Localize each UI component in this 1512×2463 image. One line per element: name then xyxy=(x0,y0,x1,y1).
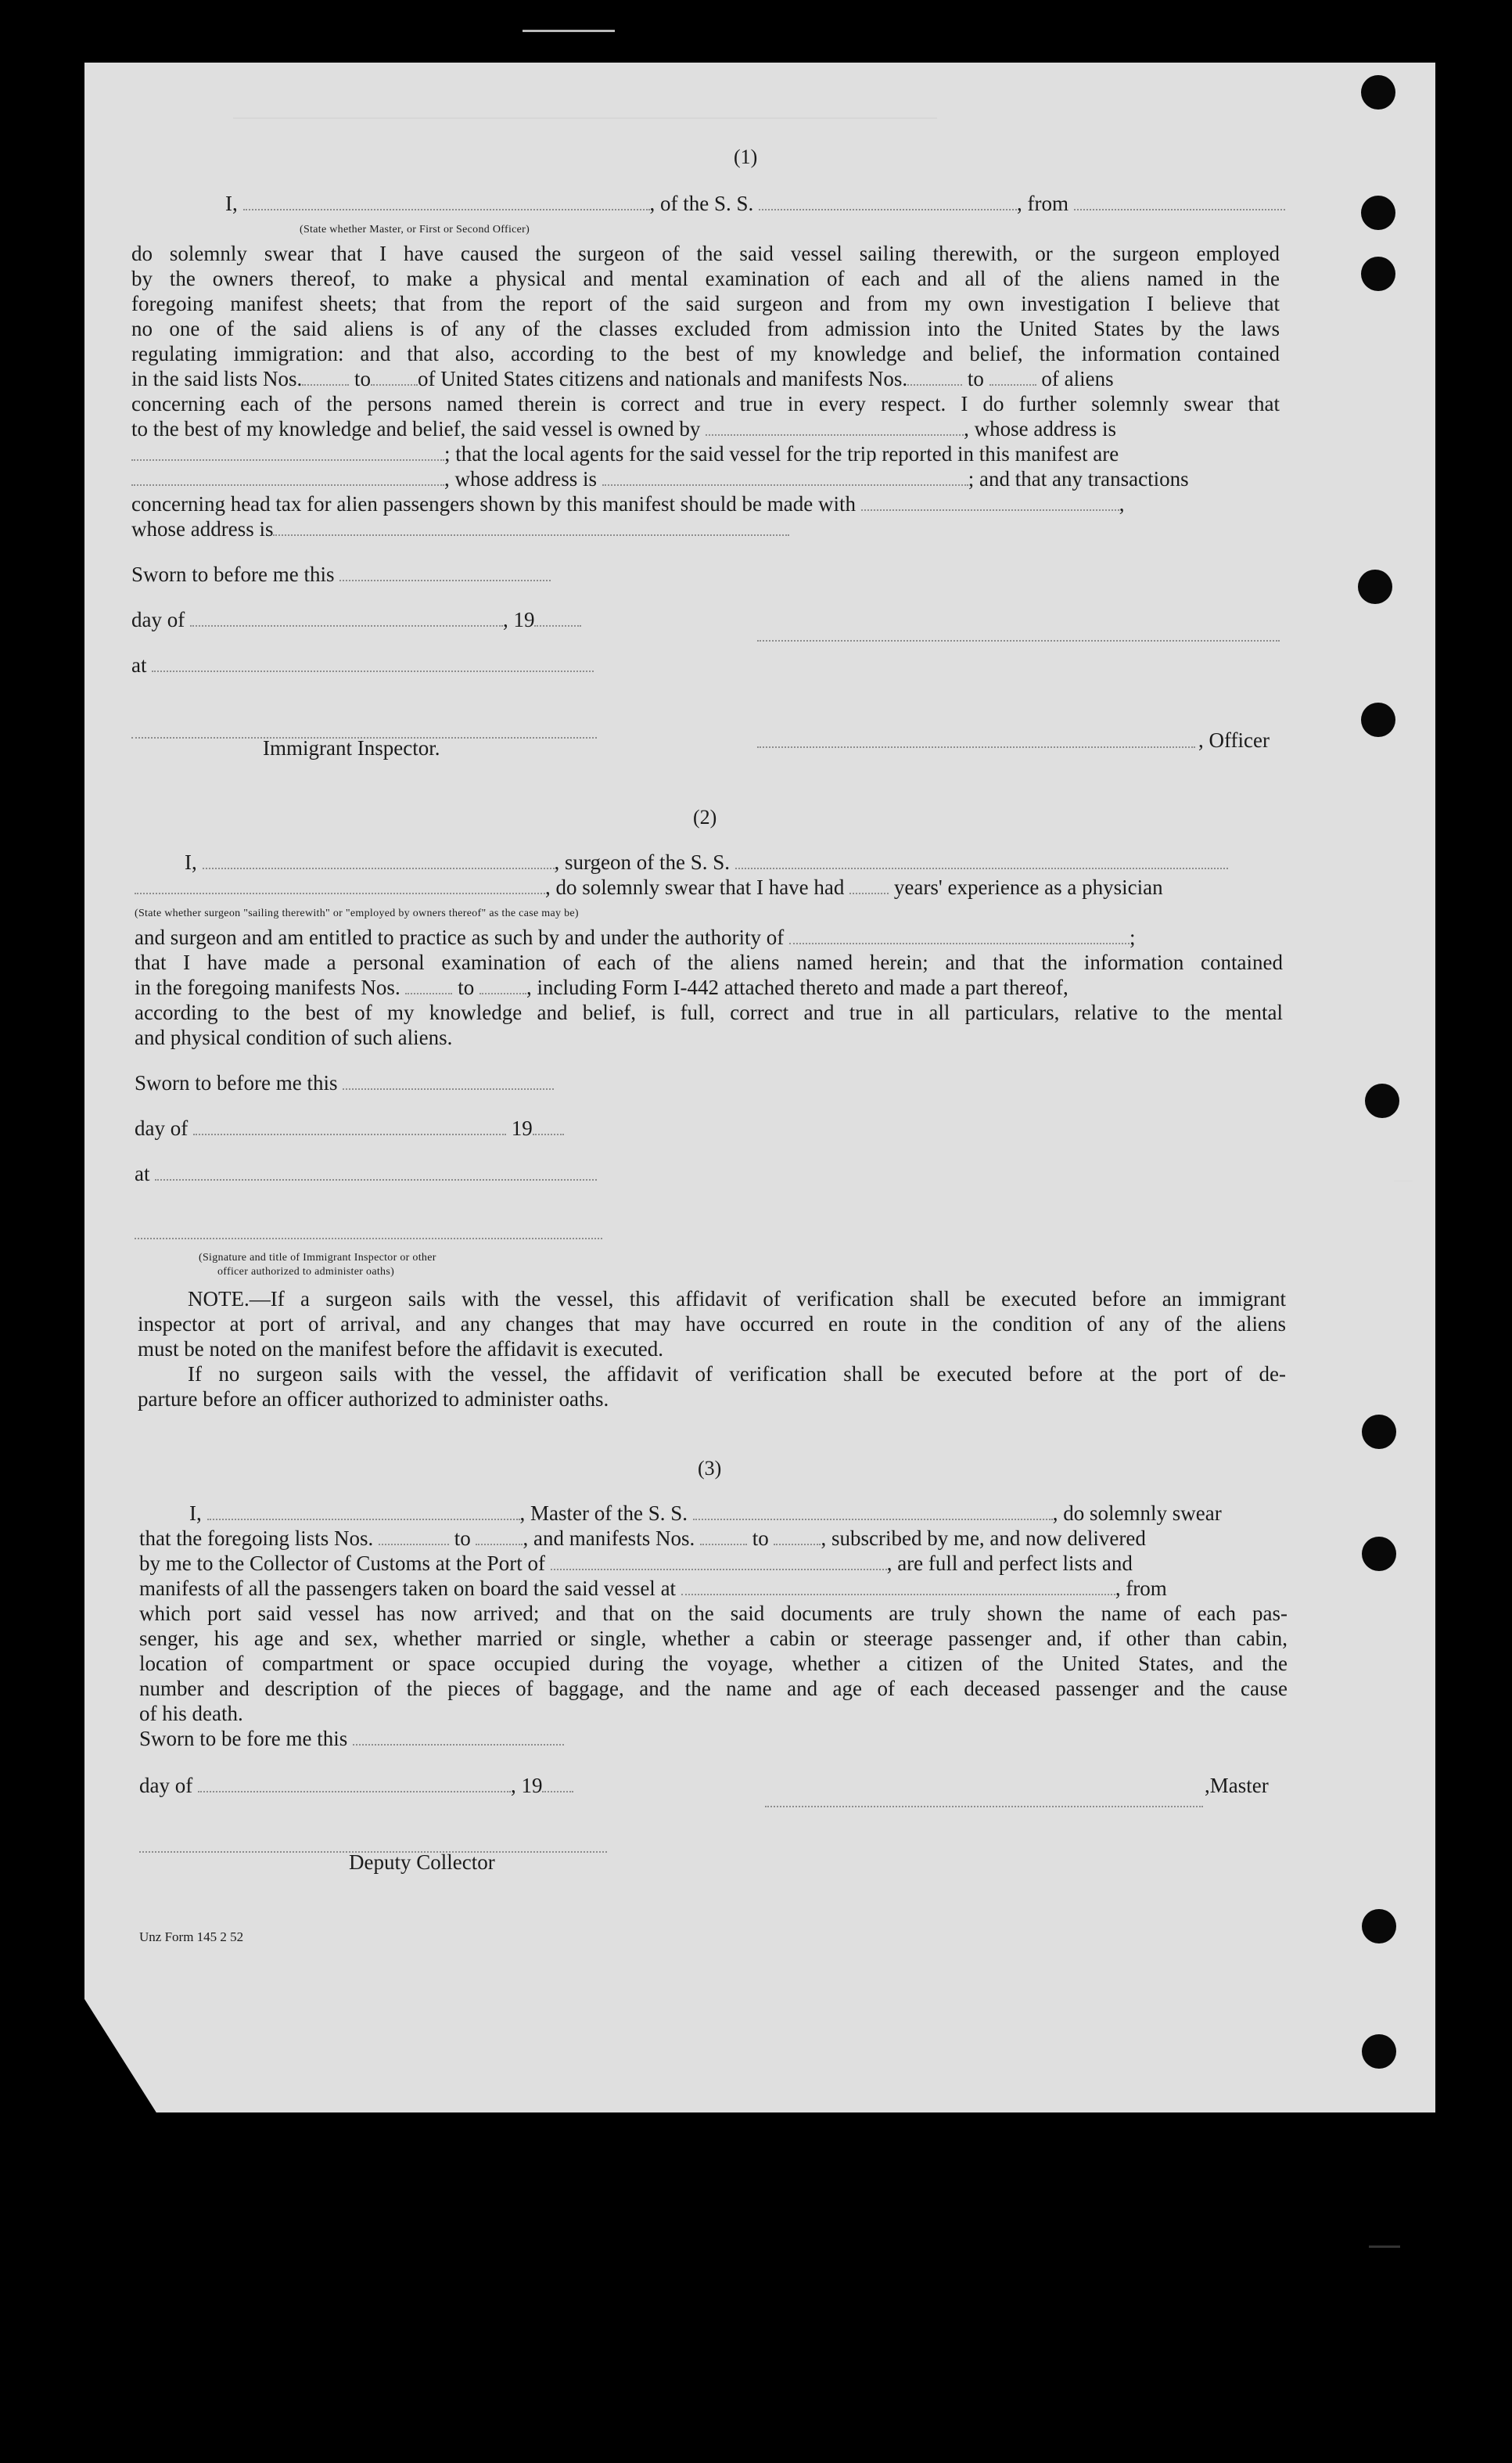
form-number: Unz Form 145 2 52 xyxy=(139,1929,244,1944)
vessel-name-field[interactable] xyxy=(759,192,1017,210)
para-3-line-4: number and description of the pieces of baggage, and the name and age of each deceased passenger and the cause xyxy=(139,1677,1288,1700)
punch-hole-icon xyxy=(1361,75,1395,110)
manifest-from-field[interactable] xyxy=(907,367,962,386)
section-heading-1: (1) xyxy=(734,146,758,168)
punch-hole-icon xyxy=(1361,196,1395,230)
foregoing-lists-line: that the foregoing lists Nos. to , and manifests Nos. to , subscribed by me, and now delivered xyxy=(139,1526,1146,1550)
para-1-line-5: regulating immigration: and that also, according to the best of my knowledge and belief, the information contained xyxy=(131,342,1280,365)
para-2-last-line: and physical condition of such aliens. xyxy=(135,1026,453,1049)
day-of-field-3[interactable] xyxy=(198,1774,511,1792)
para-1-line-4: no one of the said aliens is of any of the classes excluded from admission into the United States by the laws xyxy=(131,317,1280,340)
owned-by-line: to the best of my knowledge and belief, the said vessel is owned by , whose address is xyxy=(131,417,1117,440)
list-to-field[interactable] xyxy=(371,367,418,386)
boarded-at-field[interactable] xyxy=(681,1577,1115,1595)
para-3-line-1: which port said vessel has now arrived; and that on the said documents are truly shown the name of each pas- xyxy=(139,1602,1288,1625)
authority-line: and surgeon and am entitled to practice as such by and under the authority of ; xyxy=(135,926,1136,949)
master-name-field[interactable] xyxy=(207,1501,520,1520)
sworn-date-field-1[interactable] xyxy=(339,563,551,581)
edge-tick-mark xyxy=(1394,1180,1413,1182)
lists-nos-line: in the said lists Nos. to of United States citizens and nationals and manifests Nos. to of aliens xyxy=(131,367,1114,390)
agents-address-line: , whose address is ; and that any transactions xyxy=(131,466,1189,491)
head-tax-address-line: whose address is xyxy=(131,516,789,541)
master-signature-field[interactable] xyxy=(757,623,1280,642)
bleed-through-text xyxy=(233,94,1015,156)
delivery-manifest-from-field[interactable] xyxy=(700,1526,747,1545)
surgeon-inspector-signature-field[interactable] xyxy=(135,1221,602,1239)
agents-name-field[interactable] xyxy=(131,467,444,486)
head-tax-address-field[interactable] xyxy=(273,517,789,536)
officer-signature-field[interactable] xyxy=(757,729,1195,748)
at-line-1: at xyxy=(131,653,594,678)
local-agents-line: ; that the local agents for the said vessel for the trip reported in this manifest are xyxy=(131,441,1119,466)
at-line-2: at xyxy=(135,1161,597,1186)
at-place-field-2[interactable] xyxy=(155,1162,597,1181)
section-heading-3: (3) xyxy=(698,1457,722,1480)
para-1-line-2: by the owners thereof, to make a physical and mental examination of each and all of the aliens named in the xyxy=(131,267,1280,290)
owner-name-field[interactable] xyxy=(706,417,964,436)
signature-note-line-1: (Signature and title of Immigrant Inspector or other xyxy=(199,1252,436,1264)
manifest-to-field[interactable] xyxy=(989,367,1036,386)
punch-hole-icon xyxy=(1365,1084,1399,1118)
officer-label: , Officer xyxy=(1198,728,1270,752)
sworn-line-1: Sworn to before me this xyxy=(131,562,551,587)
experience-line: , do solemnly swear that I have had years' experience as a physician xyxy=(135,875,1163,900)
officer-name-field[interactable] xyxy=(243,192,650,210)
note-line-5: parture before an officer authorized to administer oaths. xyxy=(138,1387,609,1411)
sworn-date-field-3[interactable] xyxy=(353,1727,564,1746)
delivery-manifest-to-field[interactable] xyxy=(774,1526,821,1545)
note-line-1: NOTE.—If a surgeon sails with the vessel, this affidavit of verification shall be executed before an immigrant xyxy=(188,1287,1286,1311)
sworn-line-2: Sworn to before me this xyxy=(135,1070,554,1095)
officer-rank-note: (State whether Master, or First or Second Officer) xyxy=(300,224,530,236)
agents-address-field[interactable] xyxy=(602,467,968,486)
para-2-line-1: that I have made a personal examination of each of the aliens named herein; and that the information contained xyxy=(135,951,1283,974)
para-1-line-7: concerning each of the persons named therein is correct and true in every respect. I do further solemnly swear that xyxy=(131,392,1280,415)
para-3-line-2: senger, his age and sex, whether married or single, whether a cabin or steerage passenger and, if other than cabin, xyxy=(139,1627,1288,1650)
years-experience-field[interactable] xyxy=(849,876,889,894)
signature-note-line-2: officer authorized to administer oaths) xyxy=(217,1266,395,1278)
day-of-field-2[interactable] xyxy=(193,1116,506,1135)
day-of-field-1[interactable] xyxy=(190,608,503,627)
boarded-at-line: manifests of all the passengers taken on board the said vessel at , from xyxy=(139,1577,1167,1600)
head-tax-party-field[interactable] xyxy=(861,492,1119,511)
punch-hole-icon xyxy=(1361,257,1395,291)
surgeon-status-field[interactable] xyxy=(135,876,545,894)
surgeon-vessel-field[interactable] xyxy=(735,850,1228,869)
from-port-field[interactable] xyxy=(1074,192,1285,210)
para-1-line-1: do solemnly swear that I have caused the surgeon of the said vessel sailing therewith, or the surgeon employed xyxy=(131,242,1280,265)
day-of-line-1: day of , 19 xyxy=(131,607,581,632)
delivery-list-to-field[interactable] xyxy=(476,1526,523,1545)
surgeon-status-note: (State whether surgeon "sailing therewith" or "employed by owners thereof" as the case may be) xyxy=(135,908,579,919)
year-field-1[interactable] xyxy=(534,608,581,627)
year-field-3[interactable] xyxy=(542,1774,573,1792)
collector-port-line: by me to the Collector of Customs at the Port of , are full and perfect lists and xyxy=(139,1552,1133,1575)
note-line-2: inspector at port of arrival, and any changes that may have occurred en route in the condition of any of the aliens xyxy=(138,1312,1286,1336)
day-of-line-3: day of , 19 xyxy=(139,1773,573,1798)
section-heading-2: (2) xyxy=(693,806,717,829)
sworn-date-field-2[interactable] xyxy=(343,1071,554,1090)
punch-hole-icon xyxy=(1361,703,1395,737)
surgeon-manifest-to-field[interactable] xyxy=(479,976,526,994)
para-2-line-3: according to the best of my knowledge and belief, is full, correct and true in all particulars, relative to the mental xyxy=(135,1001,1283,1024)
surgeon-nos-line: in the foregoing manifests Nos. to , including Form I-442 attached thereto and made a part thereof, xyxy=(135,976,1068,999)
surgeon-line: I, , surgeon of the S. S. xyxy=(185,850,1228,875)
note-line-3: must be noted on the manifest before the affidavit is executed. xyxy=(138,1337,664,1361)
owner-address-field[interactable] xyxy=(131,442,444,461)
deputy-collector-label: Deputy Collector xyxy=(349,1850,495,1874)
day-of-line-2: day of 19 xyxy=(135,1116,564,1141)
master-label: ,Master xyxy=(1205,1774,1269,1797)
manifest-affidavit-page xyxy=(84,63,1435,2112)
authority-field[interactable] xyxy=(789,926,1130,944)
port-field[interactable] xyxy=(551,1552,887,1570)
top-edge-mark xyxy=(523,30,615,32)
para-3-line-3: location of compartment or space occupied during the voyage, whether a citizen of the United States, and the xyxy=(139,1652,1288,1675)
master-delivery-line: I, , Master of the S. S. , do solemnly swear xyxy=(189,1501,1222,1525)
sworn-line-3: Sworn to be fore me this xyxy=(139,1726,564,1751)
punch-hole-icon xyxy=(1362,1415,1396,1449)
edge-tick-mark xyxy=(1369,2245,1400,2248)
punch-hole-icon xyxy=(1362,2034,1396,2069)
surgeon-manifest-from-field[interactable] xyxy=(405,976,452,994)
delivery-list-from-field[interactable] xyxy=(379,1526,449,1545)
punch-hole-icon xyxy=(1358,570,1392,604)
surgeon-name-field[interactable] xyxy=(203,850,555,869)
para-3-last-line: of his death. xyxy=(139,1702,243,1725)
immigrant-inspector-label: Immigrant Inspector. xyxy=(263,736,440,760)
list-from-field[interactable] xyxy=(302,367,349,386)
note-line-4: If no surgeon sails with the vessel, the affidavit of verification shall be executed before at the port of de- xyxy=(188,1362,1286,1386)
punch-hole-icon xyxy=(1362,1909,1396,1943)
torn-corner xyxy=(84,1999,159,2116)
at-place-field-1[interactable] xyxy=(152,653,594,672)
master-line: I, , of the S. S. , from xyxy=(225,191,1285,216)
punch-hole-icon xyxy=(1362,1537,1396,1571)
master-delivery-signature-field[interactable] xyxy=(765,1789,1203,1807)
master-vessel-field[interactable] xyxy=(693,1501,1053,1520)
head-tax-line: concerning head tax for alien passengers shown by this manifest should be made with , xyxy=(131,492,1125,516)
para-1-line-3: foregoing manifest sheets; that from the report of the said surgeon and from my own investigation I believe that xyxy=(131,292,1280,315)
year-field-2[interactable] xyxy=(533,1116,564,1135)
